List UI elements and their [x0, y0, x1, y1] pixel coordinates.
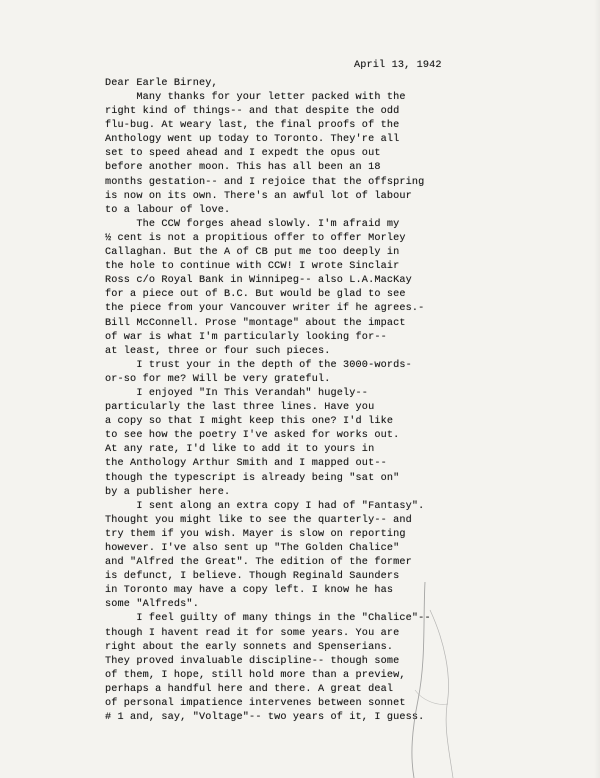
letter-line: though I havent read it for some years. You are: [105, 627, 400, 639]
letter-line: perhaps a handful here and there. A great deal: [105, 683, 394, 695]
letter-line: the piece from your Vancouver writer if he agrees.-: [105, 303, 425, 315]
letter-line: the Anthology Arthur Smith and I mapped out--: [105, 458, 387, 470]
letter-line: I enjoyed "In This Verandah" hugely--: [105, 387, 369, 399]
letter-line: of them, I hope, still hold more than a preview,: [105, 669, 406, 681]
letter-line: to a labour of love.: [105, 204, 231, 216]
letter-line: I sent along an extra copy I had of "Fantasy".: [105, 500, 425, 512]
letter-line: months gestation-- and I rejoice that the offspring: [105, 176, 425, 188]
letter-line: though the typescript is already being "sat on": [105, 472, 400, 484]
letter-line: Bill McConnell. Prose "montage" about the impact: [105, 317, 406, 329]
letter-line: # 1 and, say, "Voltage"-- two years of it, I guess.: [105, 712, 425, 724]
letter-line: or-so for me? Will be very grateful.: [105, 373, 331, 385]
letter-line: for a piece out of B.C. But would be glad to see: [105, 289, 406, 301]
letter-date: April 13, 1942: [354, 60, 442, 71]
letter-line: Anthology went up today to Toronto. They're all: [105, 134, 400, 146]
letter-line: is defunct, I believe. Though Reginald Saunders: [105, 571, 400, 583]
letter-line: the hole to continue with CCW! I wrote Sinclair: [105, 261, 400, 273]
letter-line: At any rate, I'd like to add it to yours in: [105, 444, 375, 456]
letter-line: at least, three or four such pieces.: [105, 345, 331, 357]
letter-line: Callaghan. But the A of CB put me too deeply in: [105, 247, 400, 259]
letter-line: right about the early sonnets and Spenserians.: [105, 641, 394, 653]
letter-line: The CCW forges ahead slowly. I'm afraid my: [105, 218, 400, 230]
letter-line: before another moon. This has all been an 18: [105, 162, 381, 174]
letter-line: flu-bug. At weary last, the final proofs of the: [105, 120, 400, 132]
letter-line: set to speed ahead and I expedt the opus out: [105, 148, 381, 160]
letter-line: particularly the last three lines. Have you: [105, 402, 375, 414]
letter-line: Many thanks for your letter packed with the: [105, 92, 406, 103]
letter-line: however. I've also sent up "The Golden Chalice": [105, 543, 400, 554]
letter-line: right kind of things-- and that despite the odd: [105, 106, 400, 118]
letter-line: try them if you wish. Mayer is slow on reporting: [105, 528, 406, 540]
letter-line: and "Alfred the Great". The edition of the former: [105, 557, 412, 569]
letter-line: is now on its own. There's an awful lot of labour: [105, 190, 412, 202]
letter-line: a copy so that I might keep this one? I'd like: [105, 416, 394, 428]
letter-salutation: Dear Earle Birney,: [105, 78, 218, 89]
letter-line: I trust your in the depth of the 3000-words-: [105, 359, 412, 371]
letter-line: to see how the poetry I've asked for works out.: [105, 430, 400, 442]
letter-line: of personal impatience intervenes between sonnet: [105, 698, 406, 710]
letter-line: Thought you might like to see the quarterly-- and: [105, 514, 412, 526]
letter-line: Ross c/o Royal Bank in Winnipeg-- also L.A.MacKay: [105, 275, 412, 287]
letter-line: I feel guilty of many things in the "Chalice"--: [105, 613, 431, 625]
letter-line: They proved invaluable discipline-- though some: [105, 655, 400, 667]
letter-line: some "Alfreds".: [105, 599, 199, 611]
letter-line: in Toronto may have a copy left. I know he has: [105, 585, 394, 597]
letter-line: ½ cent is not a propitious offer to offer Morley: [105, 232, 406, 244]
letter-line: of war is what I'm particularly looking for--: [105, 331, 387, 343]
letter-line: by a publisher here.: [105, 486, 231, 498]
